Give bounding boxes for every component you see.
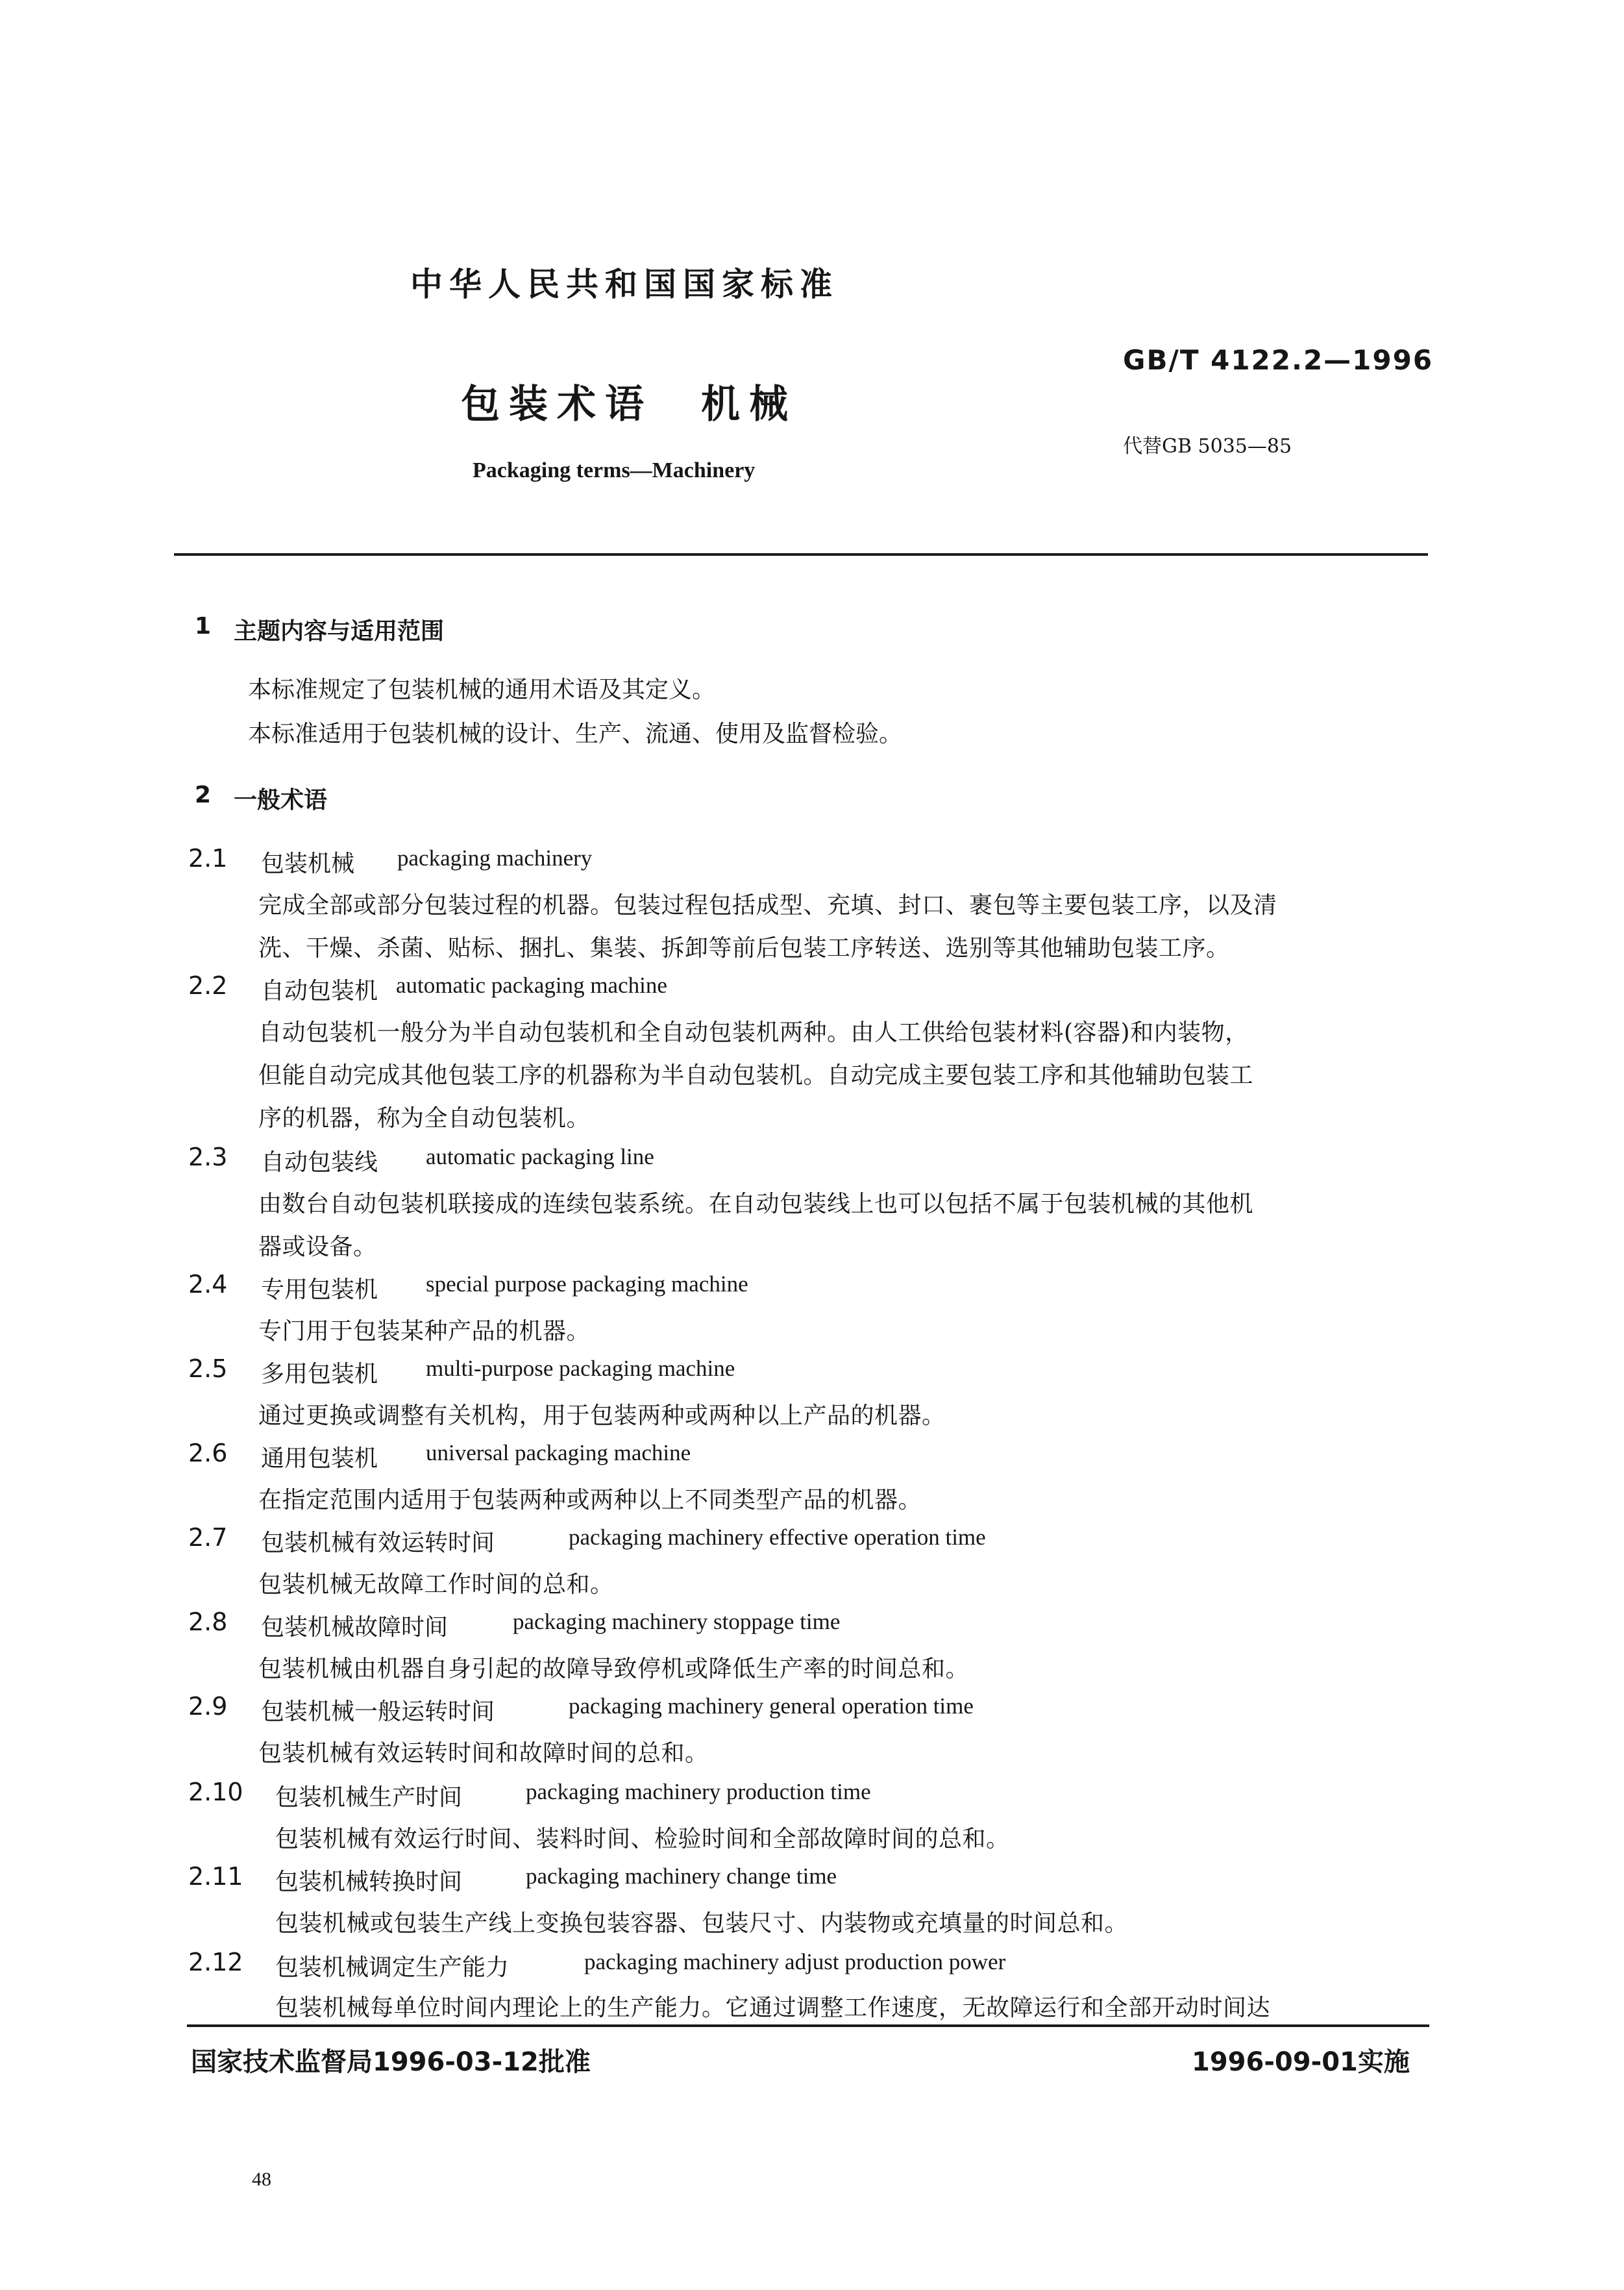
term-definition: 包装机械由机器自身引起的故障导致停机或降低生产率的时间总和。 [258,1656,970,1682]
term-name-cn: 包装机械有效运转时间 [261,1530,495,1556]
section-1-paragraph: 本标准适用于包装机械的设计、生产、流通、使用及监督检验。 [248,721,903,747]
section-1-paragraph: 本标准规定了包装机械的通用术语及其定义。 [248,677,716,703]
section-1-title: 主题内容与适用范围 [234,618,445,645]
term-name-cn: 包装机械一般运转时间 [261,1699,495,1725]
term-definition: 包装机械有效运转时间和故障时间的总和。 [258,1740,709,1767]
term-name-en: packaging machinery change time [526,1863,837,1889]
term-name-cn: 自动包装线 [261,1149,378,1176]
replaces-note: 代替GB 5035—85 [1123,435,1292,458]
term-definition: 洗、干燥、杀菌、贴标、捆扎、集装、拆卸等前后包装工序转送、选别等其他辅助包装工序。 [258,935,1230,962]
document-title-en: Packaging terms—Machinery [473,458,756,482]
term-name-en: multi-purpose packaging machine [426,1356,735,1381]
term-name-en: packaging machinery effective operation time [569,1525,986,1550]
term-definition: 通过更换或调整有关机构，用于包装两种或两种以上产品的机器。 [258,1402,946,1429]
term-name-cn: 包装机械 [261,851,355,877]
term-number: 2.5 [188,1354,228,1383]
section-2-title: 一般术语 [234,787,328,814]
term-name-cn: 包装机械转换时间 [275,1869,463,1895]
term-definition: 专门用于包装某种产品的机器。 [258,1318,591,1345]
term-definition: 包装机械有效运行时间、装料时间、检验时间和全部故障时间的总和。 [275,1826,1010,1852]
term-definition: 包装机械无故障工作时间的总和。 [258,1571,614,1598]
term-definition: 包装机械或包装生产线上变换包装容器、包装尺寸、内装物或充填量的时间总和。 [275,1910,1129,1937]
standard-code: GB/T 4122.2—1996 [1123,344,1434,376]
term-definition: 包装机械每单位时间内理论上的生产能力。它通过调整工作速度，无故障运行和全部开动时间达 [275,1995,1271,2021]
term-name-en: automatic packaging line [426,1144,654,1169]
section-2-number: 2 [195,782,212,808]
term-name-en: packaging machinery [397,845,593,871]
term-number: 2.6 [188,1439,228,1467]
effective-date: 1996-09-01实施 [1192,2047,1410,2077]
term-name-en: packaging machinery general operation time [569,1693,974,1719]
national-standard-heading: 中华人民共和国国家标准 [410,266,839,303]
term-number: 2.10 [188,1778,243,1806]
term-definition: 由数台自动包装机联接成的连续包装系统。在自动包装线上也可以包括不属于包装机械的其他机 [258,1191,1254,1217]
approval-date: 国家技术监督局1996-03-12批准 [191,2047,591,2077]
term-name-en: automatic packaging machine [396,973,667,998]
term-definition: 器或设备。 [258,1234,377,1260]
term-number: 2.1 [188,844,228,873]
term-definition: 序的机器，称为全自动包装机。 [258,1105,591,1132]
term-name-en: universal packaging machine [426,1440,691,1465]
footer-rule [187,2024,1429,2027]
header-rule [174,553,1428,556]
term-name-en: packaging machinery adjust production power [584,1949,1006,1974]
term-number: 2.3 [188,1143,228,1171]
term-number: 2.9 [188,1692,228,1721]
term-number: 2.8 [188,1608,228,1636]
term-name-en: special purpose packaging machine [426,1271,748,1297]
term-name-cn: 通用包装机 [261,1445,378,1472]
term-name-cn: 包装机械调定生产能力 [275,1954,510,1981]
term-name-en: packaging machinery production time [526,1779,871,1804]
term-number: 2.7 [188,1523,228,1552]
term-definition: 完成全部或部分包装过程的机器。包装过程包括成型、充填、封口、裹包等主要包装工序，以及清 [258,892,1277,919]
term-number: 2.12 [188,1948,243,1976]
term-name-cn: 包装机械生产时间 [275,1784,463,1811]
term-name-cn: 专用包装机 [261,1276,378,1303]
section-1-number: 1 [195,613,212,640]
term-number: 2.2 [188,971,228,1000]
term-name-cn: 多用包装机 [261,1361,378,1388]
term-name-cn: 包装机械故障时间 [261,1614,449,1641]
document-title-cn: 包装术语 机械 [461,382,797,427]
term-definition: 在指定范围内适用于包装两种或两种以上不同类型产品的机器。 [258,1487,922,1513]
term-number: 2.4 [188,1270,228,1299]
page-number: 48 [252,2169,271,2190]
term-name-cn: 自动包装机 [261,978,378,1004]
term-definition: 自动包装机一般分为半自动包装机和全自动包装机两种。由人工供给包装材料(容器)和内装物， [258,1019,1249,1046]
term-definition: 但能自动完成其他包装工序的机器称为半自动包装机。自动完成主要包装工序和其他辅助包装工 [258,1062,1254,1089]
term-name-en: packaging machinery stoppage time [513,1609,841,1634]
term-number: 2.11 [188,1862,243,1891]
